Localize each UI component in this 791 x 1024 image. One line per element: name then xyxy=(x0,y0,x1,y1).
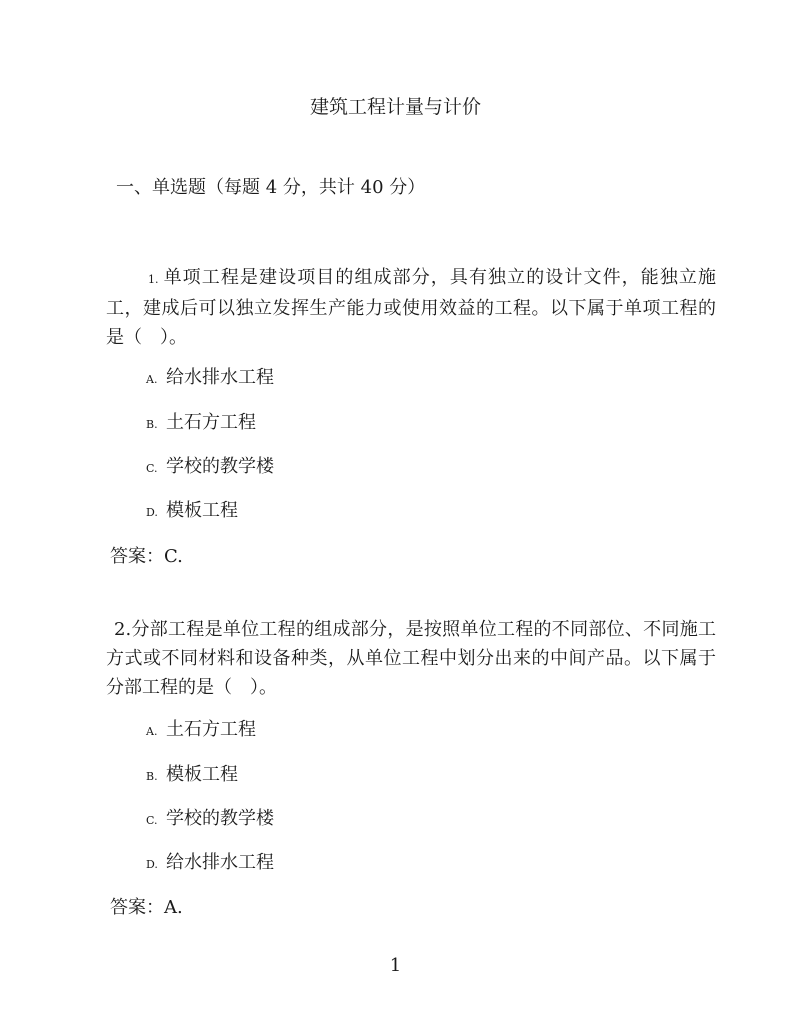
question-2-number: 2. xyxy=(114,619,132,640)
option-letter: C. xyxy=(146,814,158,827)
question-1-option-a xyxy=(146,363,274,389)
option-letter: D. xyxy=(146,858,158,871)
option-text: 学校的教学楼 xyxy=(166,456,274,477)
question-1-number: 1. xyxy=(148,273,159,286)
option-letter: A. xyxy=(146,725,158,738)
question-1-option-b xyxy=(146,408,256,434)
question-1-answer: 答案：C. xyxy=(110,546,183,567)
question-1-text xyxy=(106,263,716,352)
question-1-body: 单项工程是建设项目的组成部分，具有独立的设计文件，能独立施工，建成后可以独立发挥生产能力或使用效益的工程。以下属于单项工程的是（ ）。 xyxy=(106,267,716,348)
option-letter: A. xyxy=(146,373,158,386)
option-text: 给水排水工程 xyxy=(166,852,274,873)
document-title: 建筑工程计量与计价 xyxy=(309,96,481,118)
question-2-option-c xyxy=(146,804,274,830)
question-2-text xyxy=(106,615,716,702)
question-2-body: 分部工程是单位工程的组成部分，是按照单位工程的不同部位、不同施工方式或不同材料和设备种类，从单位工程中划分出来的中间产品。以下属于分部工程的是（ ）。 xyxy=(106,619,716,698)
page-number: 1 xyxy=(389,955,402,976)
option-text: 土石方工程 xyxy=(166,412,256,433)
option-letter: C. xyxy=(146,462,158,475)
question-2-option-b xyxy=(146,760,238,786)
question-1-option-d xyxy=(146,496,238,522)
question-1-option-c xyxy=(146,452,274,478)
option-text: 模板工程 xyxy=(166,764,238,785)
option-text: 给水排水工程 xyxy=(166,367,274,388)
option-text: 土石方工程 xyxy=(166,719,256,740)
section-heading: 一、单选题（每题 4 分，共计 40 分） xyxy=(116,177,426,198)
question-2-option-d xyxy=(146,848,274,874)
question-2-option-a xyxy=(146,715,256,741)
option-text: 学校的教学楼 xyxy=(166,808,274,829)
option-text: 模板工程 xyxy=(166,500,238,521)
option-letter: B. xyxy=(146,770,158,783)
question-2-answer: 答案：A. xyxy=(110,897,183,918)
option-letter: B. xyxy=(146,418,158,431)
option-letter: D. xyxy=(146,506,158,519)
